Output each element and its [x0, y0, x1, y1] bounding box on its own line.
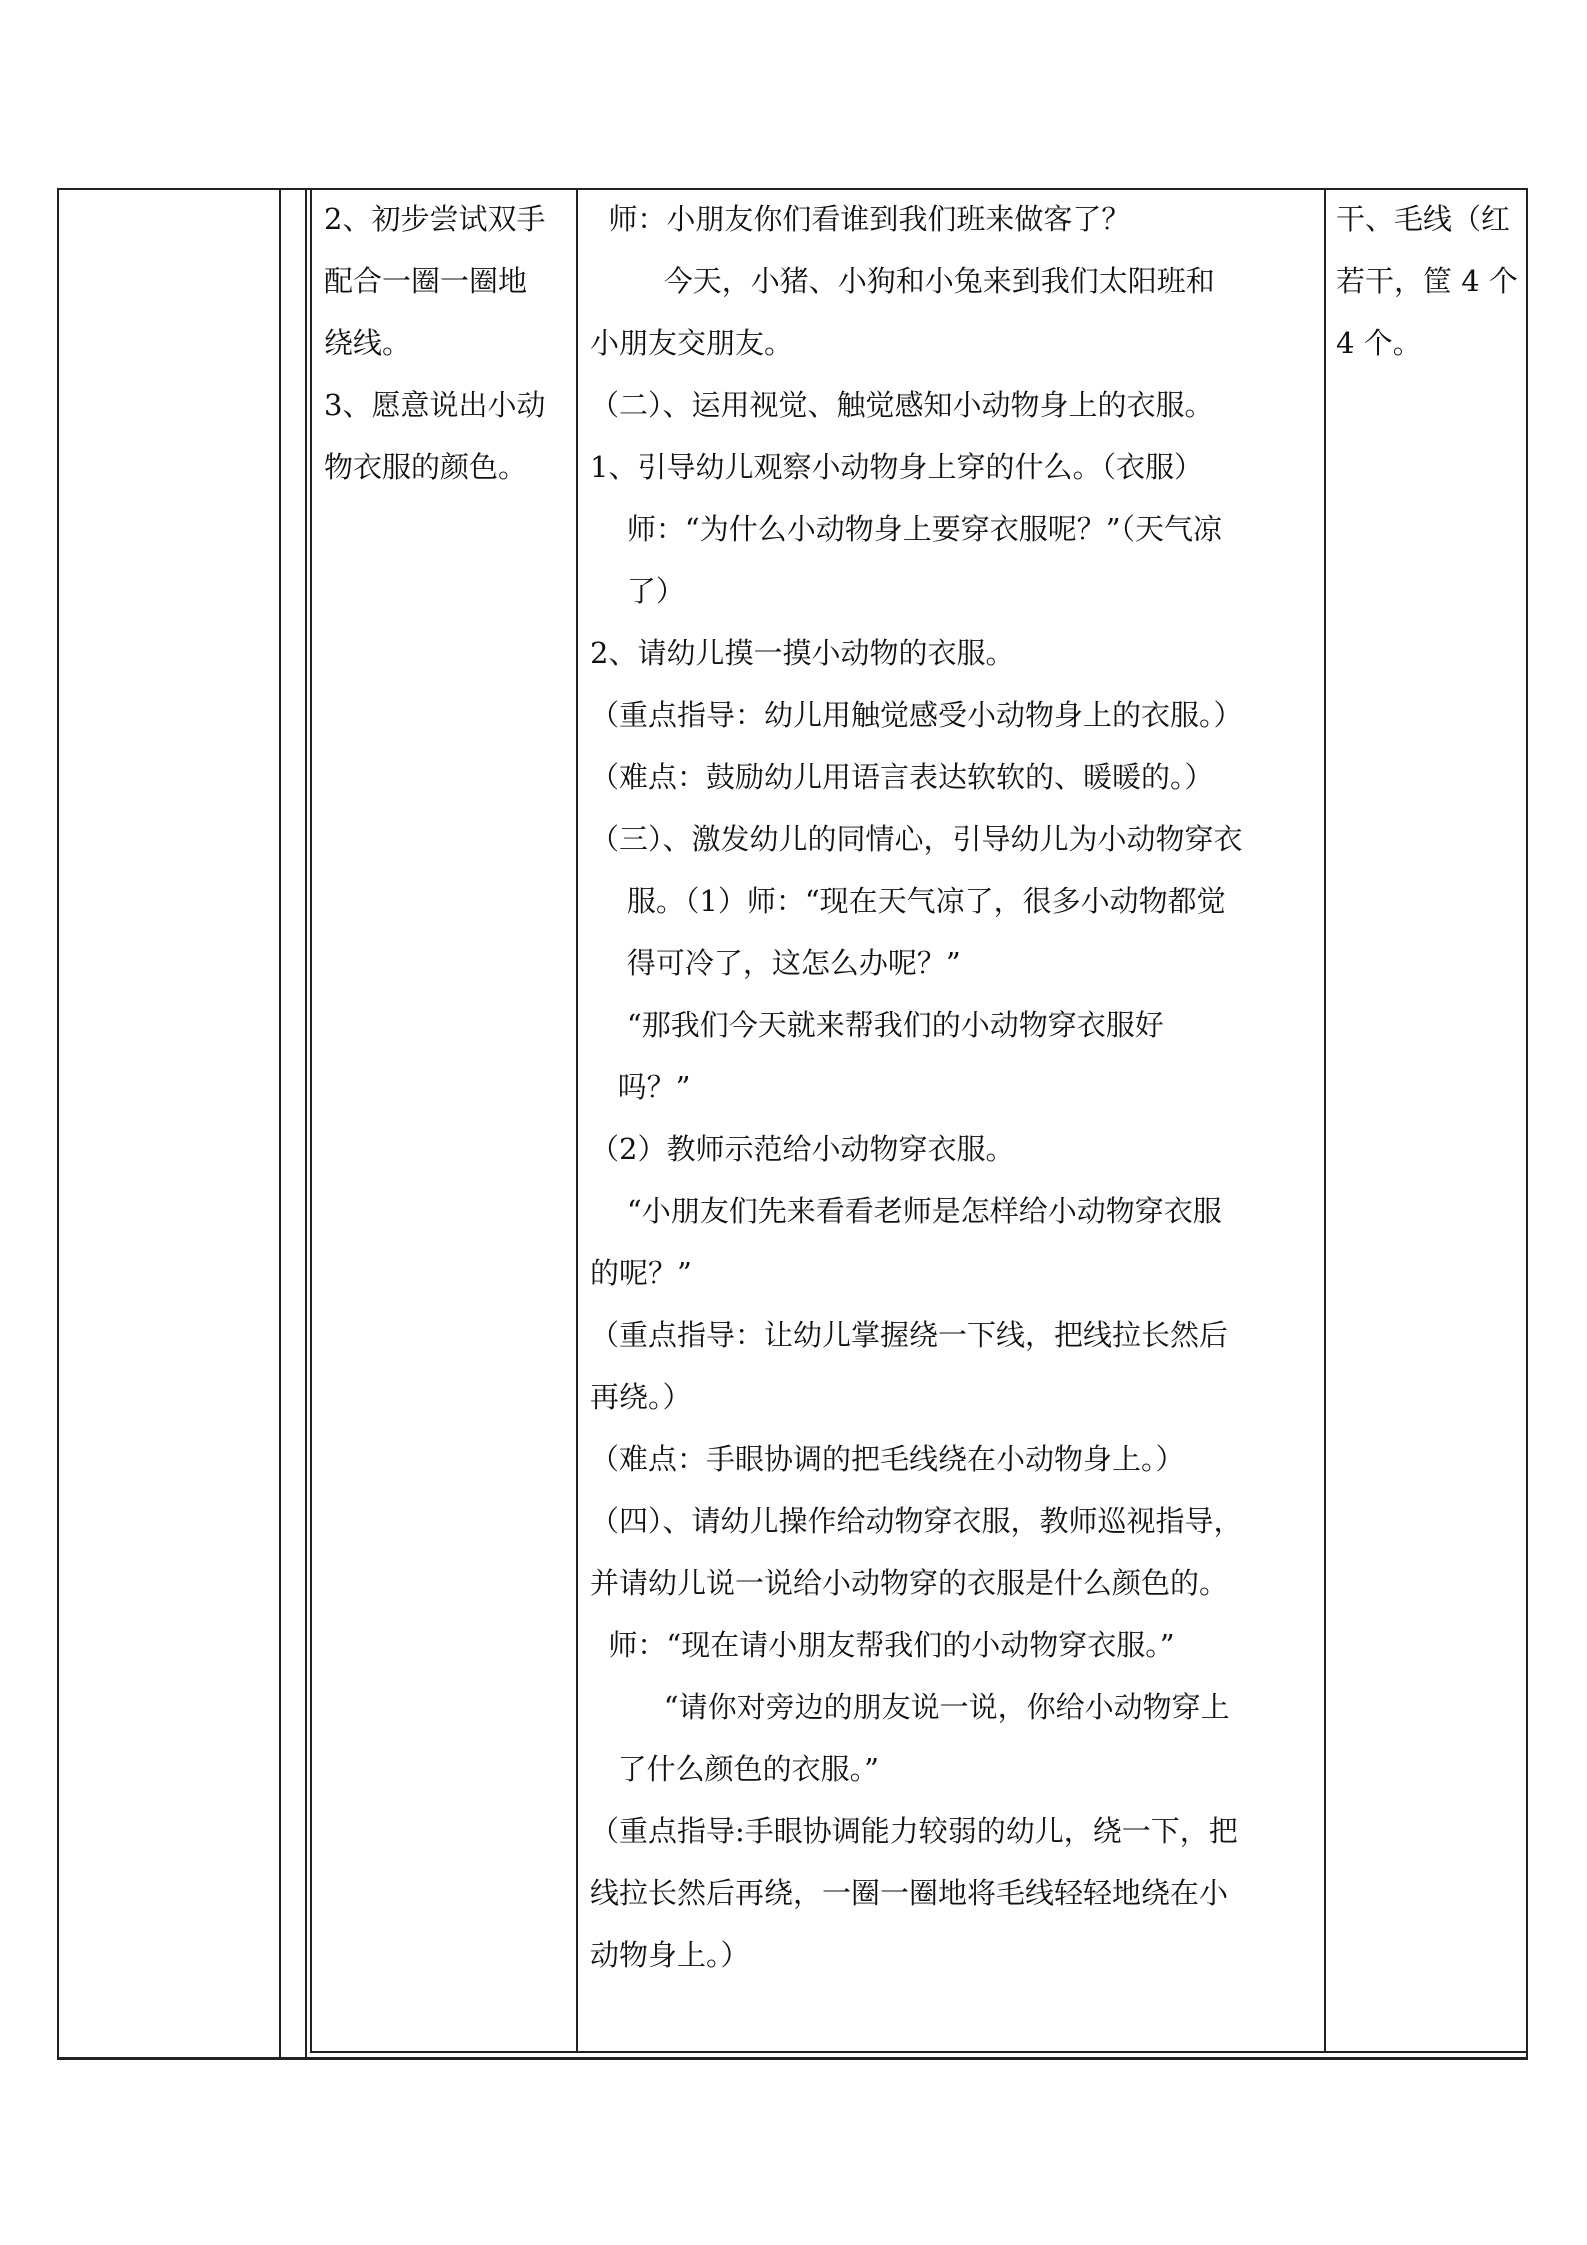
materials-column: [1336, 188, 1586, 374]
goal-line: 配合一圈一圈地: [324, 264, 528, 298]
step-line: 并请幼儿说一说给小动物穿的衣服是什么颜色的。: [590, 1566, 1229, 1600]
goal-line: 2、初步尝试双手: [324, 202, 546, 236]
step-line: 的呢？”: [590, 1256, 692, 1290]
goal-line: 绕线。: [324, 326, 412, 360]
step-line: 2、请幼儿摸一摸小动物的衣服。: [590, 636, 1015, 670]
column-divider-2: [305, 188, 307, 2060]
column-divider-4: [576, 188, 578, 2053]
table-left-border: [57, 188, 59, 2060]
step-line: 了什么颜色的衣服。”: [590, 1752, 879, 1786]
column-divider-5: [1324, 188, 1326, 2053]
inner-bottom-border: [310, 2051, 1527, 2053]
goal-line: 3、愿意说出小动: [324, 388, 546, 422]
material-line: 若干，筐 4 个: [1336, 264, 1518, 298]
table-bottom-border: [57, 2057, 1527, 2060]
step-line: （难点：手眼协调的把毛线绕在小动物身上。）: [590, 1442, 1185, 1476]
step-line: 线拉长然后再绕，一圈一圈地将毛线轻轻地绕在小: [590, 1876, 1229, 1910]
step-line: （重点指导：让幼儿掌握绕一下线，把线拉长然后: [590, 1318, 1229, 1352]
step-line: （重点指导：幼儿用触觉感受小动物身上的衣服。）: [590, 698, 1243, 732]
step-line: “请你对旁边的朋友说一说，你给小动物穿上: [590, 1690, 1230, 1724]
column-divider-1: [279, 188, 281, 2060]
step-line: 动物身上。）: [590, 1938, 750, 1972]
step-line: 服。（1）师：“现在天气凉了，很多小动物都觉: [590, 884, 1226, 918]
step-line: （重点指导:手眼协调能力较弱的幼儿，绕一下，把: [590, 1814, 1238, 1848]
step-line: （四）、请幼儿操作给动物穿衣服，教师巡视指导，: [590, 1504, 1243, 1538]
material-line: 干、毛线（红: [1336, 202, 1511, 236]
material-line: 4 个。: [1336, 326, 1422, 360]
goals-column: [324, 188, 570, 498]
step-line: “小朋友们先来看看老师是怎样给小动物穿衣服: [590, 1194, 1222, 1228]
step-line: 师：“为什么小动物身上要穿衣服呢？”（天气凉: [590, 512, 1223, 546]
step-line: （难点：鼓励幼儿用语言表达软软的、暖暖的。）: [590, 760, 1214, 794]
step-line: “那我们今天就来帮我们的小动物穿衣服好: [590, 1008, 1164, 1042]
step-line: 1、引导幼儿观察小动物身上穿的什么。（衣服）: [590, 450, 1203, 484]
activity-steps-column: [590, 188, 1310, 1986]
step-line: 小朋友交朋友。: [590, 326, 794, 360]
step-line: 今天，小猪、小狗和小兔来到我们太阳班和: [590, 264, 1215, 298]
step-line: 得可冷了，这怎么办呢？”: [590, 946, 961, 980]
step-line: 吗？”: [590, 1070, 691, 1104]
column-divider-3: [310, 188, 312, 2053]
step-line: 师：“现在请小朋友帮我们的小动物穿衣服。”: [590, 1628, 1175, 1662]
goal-line: 物衣服的颜色。: [324, 450, 528, 484]
step-line: 了）: [590, 574, 685, 608]
step-line: （三）、激发幼儿的同情心，引导幼儿为小动物穿衣: [590, 822, 1243, 856]
step-line: （2）教师示范给小动物穿衣服。: [590, 1132, 1015, 1166]
step-line: 再绕。）: [590, 1380, 692, 1414]
step-line: 师：小朋友你们看谁到我们班来做客了？: [590, 202, 1131, 236]
table-right-border: [1526, 188, 1528, 2060]
step-line: （二）、运用视觉、触觉感知小动物身上的衣服。: [590, 388, 1214, 422]
